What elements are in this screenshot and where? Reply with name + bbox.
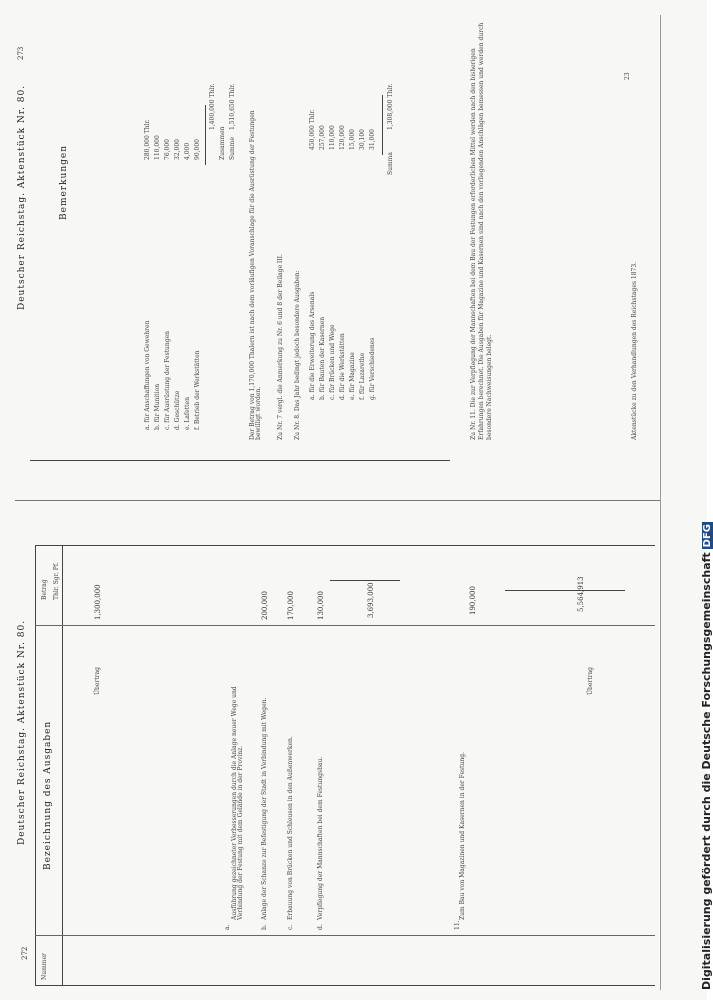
right-schedule-d-amount: 120,000 [339, 125, 346, 150]
right-note-3: Zu Nr. 8. Das Jahr bedingt jedoch besondere Ausgaben: [294, 270, 301, 440]
digitization-banner [700, 522, 713, 990]
left-page-number: 272 [21, 946, 29, 960]
right-schedule-d-label: d. für die Werkstätten [339, 333, 346, 400]
right-page-number: 273 [17, 46, 25, 60]
right-line-item-e-amount: 4,000 [184, 142, 191, 160]
right-line-item-f-label: f. Betrieb der Werkstätten [194, 350, 201, 430]
right-schedule-b-label: b. für Bauten der Kasernen [319, 316, 326, 400]
right-subtotal-label: Zusammen [219, 126, 226, 160]
right-schedule-e-label: e. für Magazine [349, 352, 356, 400]
digitization-banner-text: Digitalisierung gefördert durch die Deutsche Forschungsgemeinschaft [700, 552, 713, 990]
right-schedule-a-label: a. für die Erweiterung des Arsenals [309, 291, 316, 400]
left-entry-d-amount: 130,000 [317, 591, 325, 620]
left-section-total-label: Übertrag [94, 666, 101, 695]
right-line-item-d-amount: 32,000 [174, 139, 181, 160]
left-entry-d-number: d. [317, 924, 324, 930]
right-note-1: Der Betrag von 1,170,000 Thalern ist nach dem vorläufigen Voranschlage für die Ausrüstung der Festungen bewilligt worden. [249, 110, 262, 440]
right-line-item-a-label: a. für Anschaffungen von Gewehren [144, 320, 151, 430]
right-grand-label: Summe [229, 137, 236, 160]
left-table-top-rule [35, 985, 655, 986]
right-schedule-c-label: c. für Brücken und Wege [329, 324, 336, 400]
left-entry-c-number: c. [287, 924, 294, 930]
right-line-item-d-label: d. Geschütze [174, 390, 181, 430]
right-line-item-b-amount: 110,000 [154, 135, 161, 160]
left-number-column-rule [35, 935, 655, 936]
left-entry-c-text: Erbauung von Brücken und Schleusen in den Außenwerken. [287, 736, 294, 920]
right-header-rule [30, 460, 450, 461]
dfg-logo: DFG [702, 523, 713, 548]
left-final-total-label: Übertrag [587, 666, 594, 695]
right-schedule-total-rule [382, 95, 383, 155]
left-running-title: Deutscher Reichstag. Aktenstück Nr. 80. [17, 619, 27, 845]
right-subtotal-rule [205, 105, 206, 165]
right-schedule-e-amount: 15,000 [349, 129, 356, 150]
right-footer-note: Aktenstücke zu den Verhandlungen des Reichstages 1873. [631, 261, 638, 440]
left-entry-d-text: Verpflegung der Mannschaften bei dem Festungsbau. [317, 756, 324, 920]
left-entry-a-text: Ausführung gezeichneter Verbesserungen durch die Anlage neuer Wege und Verbindung der Festung mit dem Gelände in der Provinz. [231, 686, 244, 920]
right-subtotal-amount: 1,400,000 Thlr. [209, 83, 216, 130]
left-col-header-amount: Betrag [41, 579, 48, 600]
left-entry-b-text: Anlage der Schanze zur Befestigung der Stadt in Verbindung mit Wegen. [261, 697, 268, 920]
left-entry-c-amount: 170,000 [287, 591, 295, 620]
left-table-bottom-rule [35, 545, 655, 546]
right-running-title: Deutscher Reichstag. Aktenstück Nr. 80. [17, 84, 27, 310]
right-schedule-g-label: g. für Verschiedenes [369, 337, 376, 400]
right-line-item-b-label: b. für Munition [154, 383, 161, 430]
left-header-rule [62, 545, 63, 985]
right-note-2: Zu Nr. 7 vergl. die Anmerkung zu Nr. 6 und 8 der Beilage III. [277, 254, 284, 440]
left-entry-b-number: b. [261, 924, 268, 930]
right-grand-amount: 1,510,650 Thlr. [229, 83, 236, 130]
left-col-header-purpose: Bezeichnung des Ausgaben [43, 720, 53, 870]
right-line-item-f-amount: 90,000 [194, 139, 201, 160]
right-schedule-a-amount: 450,000 Thlr. [309, 109, 316, 150]
right-schedule-g-amount: 31,000 [369, 129, 376, 150]
left-amount-column-rule [35, 625, 655, 626]
right-schedule-f-label: f. für Lazarethe [359, 352, 366, 400]
right-line-item-c-label: c. für Ausrüstung der Festungen [164, 330, 171, 430]
right-line-item-a-amount: 280,000 Thlr. [144, 119, 151, 160]
right-schedule-f-amount: 30,100 [359, 129, 366, 150]
left-final-sum-rule [505, 590, 625, 591]
right-schedule-b-amount: 257,000 [319, 125, 326, 150]
left-final-entry-text: Zum Bau von Magazinen und Kasernen in der Festung. [459, 752, 466, 920]
left-section-total-amount: 1,300,000 [94, 584, 102, 620]
page-gutter [15, 500, 660, 501]
scan-border [660, 15, 661, 990]
right-folio: 23 [624, 72, 631, 80]
left-col-header-number: Nummer [41, 953, 48, 980]
right-long-paragraph: Zu Nr. 11. Die zur Verpflegung der Mannschaften bei dem Bau der Festungen erforderlichen Mittel werden nach den bisherigen Erfahrungen berechnet. Die Ausgaben für Magazine und Kasernen sind nach den vorliegenden Anschlägen bemessen und werden durch besondere Nachweisungen belegt. [470, 22, 494, 440]
right-line-item-c-amount: 76,000 [164, 139, 171, 160]
left-final-total-amount: 5,564,913 [577, 576, 585, 612]
right-schedule-c-amount: 110,000 [329, 125, 336, 150]
left-table-left-rule [35, 545, 36, 985]
left-sum-rule [330, 580, 400, 581]
right-section-title: Bemerkungen [59, 144, 69, 220]
left-entry-a-number: a. [224, 924, 231, 930]
left-col-header-units: Thlr. Sgr. Pf. [53, 562, 60, 600]
right-schedule-total-label: Summa [387, 152, 394, 175]
right-line-item-e-label: e. Lafetten [184, 397, 191, 430]
left-summary-amount: 3,693,000 [367, 582, 375, 618]
left-entry-b-amount: 200,000 [261, 591, 269, 620]
left-final-entry-number: 11. [454, 920, 461, 930]
left-final-entry-amount: 190,000 [469, 586, 477, 615]
right-schedule-total-amount: 1,308,000 Thlr. [387, 83, 394, 130]
